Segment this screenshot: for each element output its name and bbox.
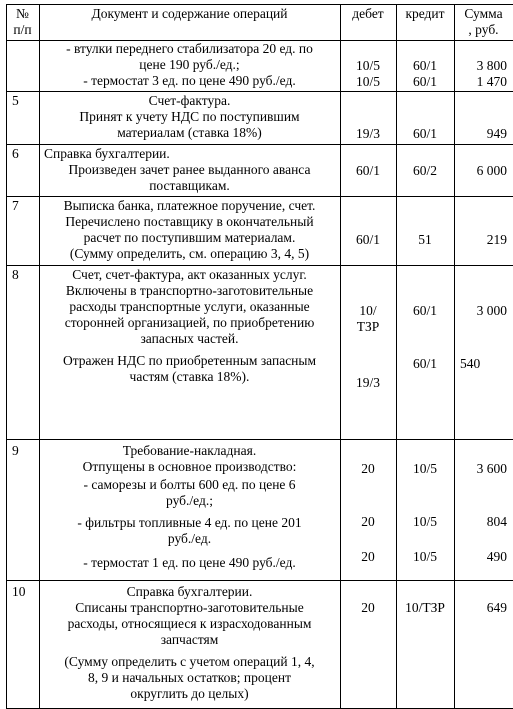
row-debit: 19/3 [355, 126, 380, 141]
row-sum: 649 [486, 600, 507, 615]
header-credit: кредит [405, 6, 445, 21]
row-num: 6 [12, 146, 19, 161]
row-num: 8 [12, 267, 19, 282]
grid-line [6, 196, 513, 197]
grid-line [6, 144, 513, 145]
header-debit: дебет [352, 6, 384, 21]
row-credit: 10/5 [412, 549, 437, 564]
row-debit: 20 [361, 549, 375, 564]
row-debit: 20 [361, 461, 375, 476]
header-sum: Сумма , руб. [464, 6, 503, 37]
row-credit: 60/1 [412, 74, 437, 89]
row-credit: 60/1 [412, 58, 437, 73]
row-debit: 10/5 [355, 74, 380, 89]
row-sum: 540 [460, 356, 481, 371]
row-sum: 949 [486, 126, 507, 141]
row-text: Счет-фактура. Принят к учету НДС по поступившим материалам (ставка 18%) [79, 93, 300, 140]
row-credit: 60/2 [412, 163, 437, 178]
row-num: 7 [12, 198, 19, 213]
row-num: 5 [12, 93, 19, 108]
grid-line [6, 91, 513, 92]
row-num: 10 [12, 584, 26, 599]
row-credit: 10/5 [412, 461, 437, 476]
row-credit: 51 [418, 232, 432, 247]
row-credit: 10/ТЗР [405, 600, 445, 615]
row-debit: 10/5 [355, 58, 380, 73]
row-credit: 60/1 [412, 126, 437, 141]
row-num: 9 [12, 443, 19, 458]
row-sum: 3 000 [476, 303, 507, 318]
row-credit: 60/1 [412, 303, 437, 318]
grid-line [6, 439, 513, 440]
row-debit: 20 [361, 600, 375, 615]
row-text: Справка бухгалтерии. Списаны транспортно-заготовительные расходы, относящиеся к израсходованным запчастям (Сумму определить с учетом операций 1, 4, 8, 9 и начальных остатков; процент округлить до целых) [64, 584, 315, 701]
row-debit: 10/ ТЗР [356, 303, 380, 334]
grid-line [6, 265, 513, 266]
grid-line [6, 4, 7, 709]
row-sum: 219 [486, 232, 507, 247]
grid-line [6, 580, 513, 581]
row-debit: 20 [361, 514, 375, 529]
row-credit: 60/1 [412, 356, 437, 371]
header-num: № п/п [13, 6, 32, 37]
row-sum: 1 470 [476, 74, 507, 89]
row-debit: 60/1 [355, 232, 380, 247]
row-sum: 3 800 [476, 58, 507, 73]
row-debit: 60/1 [355, 163, 380, 178]
row-sum: 6 000 [476, 163, 507, 178]
row-credit: 10/5 [412, 514, 437, 529]
grid-line [6, 4, 513, 5]
row-debit: 19/3 [355, 375, 380, 390]
header-doc: Документ и содержание операций [91, 6, 288, 21]
row-text: - втулки переднего стабилизатора 20 ед. по цене 190 руб./ед.; - термостат 3 ед. по цене 490 руб./ед. [66, 41, 313, 88]
row-text: Выписка банка, платежное поручение, счет. Перечислено поставщику в окончательный расчет по поступившим материалам. (Сумму определить, см. операцию 3, 4, 5) [63, 198, 316, 261]
row-text: Требование-накладная. Отпущены в основное производство: - саморезы и болты 600 ед. по цене 6 руб./ед.; - фильтры топливные 4 ед. по цене 201 руб./ед. - термостат 1 ед. по цене 490 руб./ед. [77, 443, 302, 570]
row-sum: 3 600 [476, 461, 507, 476]
row-text: Справка бухгалтерии. Произведен зачет ранее выданного аванса поставщикам. [44, 146, 311, 193]
row-text: Счет, счет-фактура, акт оказанных услуг. Включены в транспортно-заготовительные расходы транспортные услуги, оказанные сторонней организацией, по приобретению запасных частей. Отражен НДС по приобретенным запасным частям (ставка 18%). [62, 267, 317, 384]
row-sum: 490 [486, 549, 507, 564]
row-sum: 804 [486, 514, 507, 529]
